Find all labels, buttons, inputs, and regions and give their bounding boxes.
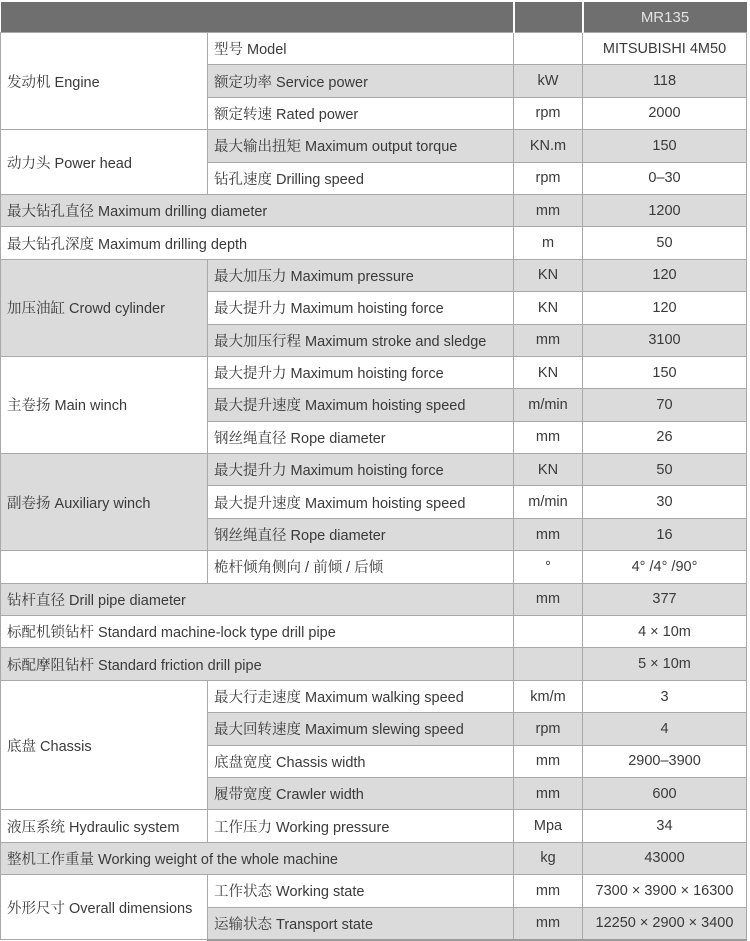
unit-cell: mm: [514, 907, 583, 940]
unit-cell: KN: [514, 259, 583, 291]
value-cell: 0–30: [583, 162, 747, 194]
category-cell-crowd-cylinder: 加压油缸 Crowd cylinder: [1, 259, 208, 356]
unit-cell: rpm: [514, 97, 583, 129]
unit-cell: mm: [514, 518, 583, 550]
table-row: [1, 648, 747, 680]
unit-cell: mm: [514, 745, 583, 777]
header-unit-spacer: [514, 2, 583, 33]
table-row: [1, 810, 747, 842]
category-cell-main-winch: 主卷扬 Main winch: [1, 356, 208, 453]
full-label-cell: 最大钻孔深度 Maximum drilling depth: [1, 227, 514, 259]
category-cell-hydraulic-system: 液压系统 Hydraulic system: [1, 810, 208, 842]
unit-cell: m/min: [514, 486, 583, 518]
unit-cell: KN: [514, 356, 583, 388]
value-cell: 4 × 10m: [583, 616, 747, 648]
unit-cell: [514, 33, 583, 65]
param-cell: 履带宽度 Crawler width: [208, 777, 514, 809]
unit-cell: KN.m: [514, 130, 583, 162]
param-cell: 桅杆倾角侧向 / 前倾 / 后倾: [208, 551, 514, 583]
value-cell: 5 × 10m: [583, 648, 747, 680]
unit-cell: kg: [514, 842, 583, 874]
param-cell: 最大行走速度 Maximum walking speed: [208, 680, 514, 712]
category-cell-power-head: 动力头 Power head: [1, 130, 208, 195]
value-cell: 2000: [583, 97, 747, 129]
unit-cell: km/m: [514, 680, 583, 712]
full-label-cell: 标配摩阻钻杆 Standard friction drill pipe: [1, 648, 514, 680]
unit-cell: °: [514, 551, 583, 583]
param-cell: 钻孔速度 Drilling speed: [208, 162, 514, 194]
full-label-cell: 整机工作重量 Working weight of the whole machine: [1, 842, 514, 874]
param-cell: 最大提升速度 Maximum hoisting speed: [208, 486, 514, 518]
table-row: [1, 227, 747, 259]
value-cell: 43000: [583, 842, 747, 874]
param-cell: 运输状态 Transport state: [208, 907, 514, 940]
value-cell: 120: [583, 292, 747, 324]
table-row: [1, 33, 747, 65]
unit-cell: mm: [514, 583, 583, 615]
param-cell: 最大提升力 Maximum hoisting force: [208, 454, 514, 486]
unit-cell: mm: [514, 777, 583, 809]
table-row: [1, 616, 747, 648]
param-cell: 最大加压力 Maximum pressure: [208, 259, 514, 291]
value-cell: 50: [583, 454, 747, 486]
param-cell: 最大提升速度 Maximum hoisting speed: [208, 389, 514, 421]
value-cell: 150: [583, 130, 747, 162]
value-cell: 26: [583, 421, 747, 453]
unit-cell: [514, 616, 583, 648]
param-cell: 额定功率 Service power: [208, 65, 514, 97]
model-header: MR135: [583, 2, 747, 33]
table-header-row: [1, 2, 747, 33]
value-cell: 377: [583, 583, 747, 615]
param-cell: 工作压力 Working pressure: [208, 810, 514, 842]
value-cell: 12250 × 2900 × 3400: [583, 907, 747, 940]
table-row: [1, 680, 747, 712]
category-cell-auxiliary-winch: 副卷扬 Auxiliary winch: [1, 454, 208, 551]
param-cell: 钢丝绳直径 Rope diameter: [208, 518, 514, 550]
value-cell: 16: [583, 518, 747, 550]
value-cell: 70: [583, 389, 747, 421]
param-cell: 底盘宽度 Chassis width: [208, 745, 514, 777]
full-label-cell: 标配机锁钻杆 Standard machine-lock type drill pipe: [1, 616, 514, 648]
param-cell: 额定转速 Rated power: [208, 97, 514, 129]
unit-cell: KN: [514, 454, 583, 486]
full-label-cell: 钻杆直径 Drill pipe diameter: [1, 583, 514, 615]
value-cell: 118: [583, 65, 747, 97]
header-spacer: [1, 2, 514, 33]
param-cell: 型号 Model: [208, 33, 514, 65]
value-cell: 7300 × 3900 × 16300: [583, 875, 747, 907]
value-cell: 1200: [583, 194, 747, 226]
table-row: [1, 551, 747, 583]
value-cell: 120: [583, 259, 747, 291]
table-row: [1, 356, 747, 388]
unit-cell: m/min: [514, 389, 583, 421]
table-row: [1, 454, 747, 486]
value-cell: 3100: [583, 324, 747, 356]
spec-table: [0, 2, 747, 941]
category-cell-chassis: 底盘 Chassis: [1, 680, 208, 810]
unit-cell: mm: [514, 421, 583, 453]
unit-cell: mm: [514, 875, 583, 907]
value-cell: 2900–3900: [583, 745, 747, 777]
value-cell: 34: [583, 810, 747, 842]
param-cell: 最大提升力 Maximum hoisting force: [208, 356, 514, 388]
table-row: [1, 842, 747, 874]
unit-cell: [514, 648, 583, 680]
table-row: [1, 259, 747, 291]
table-row: [1, 875, 747, 907]
param-cell: 最大输出扭矩 Maximum output torque: [208, 130, 514, 162]
unit-cell: mm: [514, 324, 583, 356]
param-cell: 最大加压行程 Maximum stroke and sledge: [208, 324, 514, 356]
category-cell-empty: [1, 551, 208, 583]
param-cell: 钢丝绳直径 Rope diameter: [208, 421, 514, 453]
unit-cell: KN: [514, 292, 583, 324]
unit-cell: mm: [514, 194, 583, 226]
unit-cell: Mpa: [514, 810, 583, 842]
value-cell: 4: [583, 713, 747, 745]
category-cell-engine: 发动机 Engine: [1, 33, 208, 130]
value-cell: 150: [583, 356, 747, 388]
unit-cell: rpm: [514, 713, 583, 745]
param-cell: 最大提升力 Maximum hoisting force: [208, 292, 514, 324]
value-cell: MITSUBISHI 4M50: [583, 33, 747, 65]
param-cell: 工作状态 Working state: [208, 875, 514, 907]
unit-cell: m: [514, 227, 583, 259]
value-cell: 4° /4° /90°: [583, 551, 747, 583]
value-cell: 30: [583, 486, 747, 518]
value-cell: 600: [583, 777, 747, 809]
full-label-cell: 最大钻孔直径 Maximum drilling diameter: [1, 194, 514, 226]
category-cell-overall-dimensions: 外形尺寸 Overall dimensions: [1, 875, 208, 940]
table-row: [1, 583, 747, 615]
value-cell: 50: [583, 227, 747, 259]
unit-cell: kW: [514, 65, 583, 97]
table-row: [1, 130, 747, 162]
param-cell: 最大回转速度 Maximum slewing speed: [208, 713, 514, 745]
unit-cell: rpm: [514, 162, 583, 194]
table-row: [1, 194, 747, 226]
value-cell: 3: [583, 680, 747, 712]
